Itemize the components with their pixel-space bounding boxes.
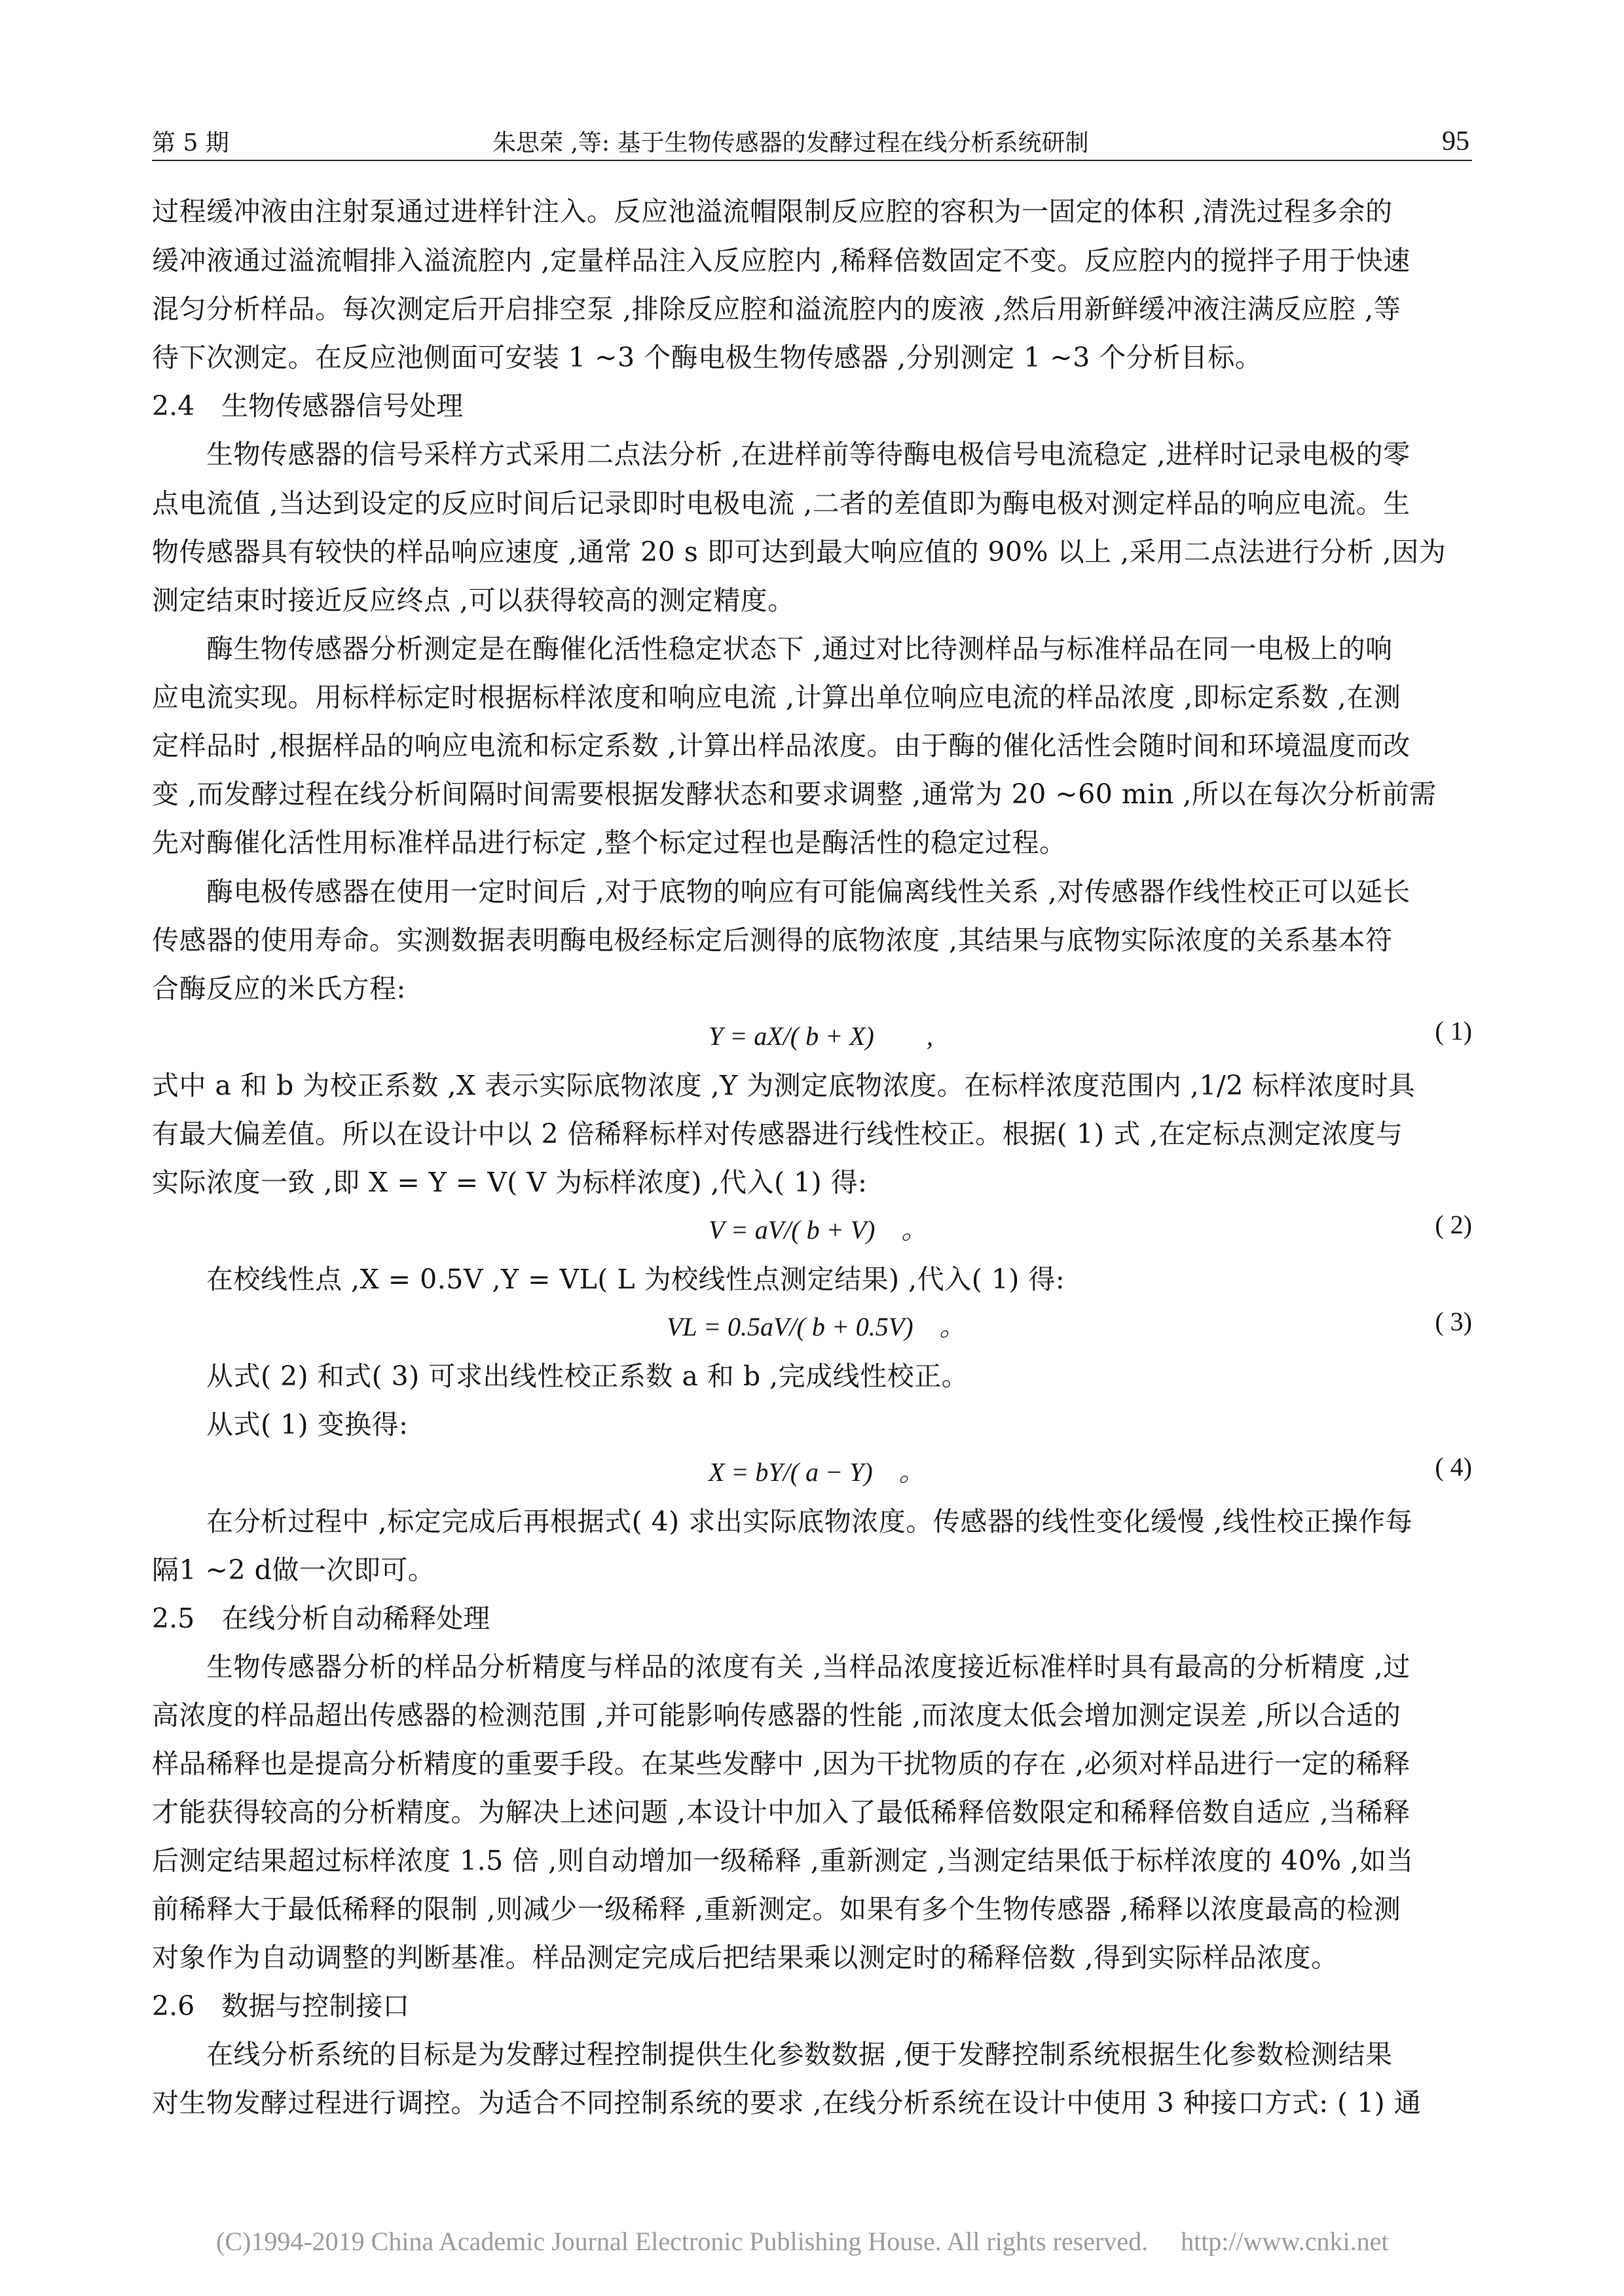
text-line: 前稀释大于最低稀释的限制 ,则减少一级稀释 ,重新测定。如果有多个生物传感器 ,稀释以浓度最高的检测 — [152, 1893, 1401, 1925]
text-line: 点电流值 ,当达到设定的反应时间后记录即时电极电流 ,二者的差值即为酶电极对测定样品的响应电流。生 — [152, 488, 1411, 519]
text-line: 生物传感器的信号采样方式采用二点法分析 ,在进样前等待酶电极信号电流稳定 ,进样时记录电极的零 — [152, 439, 1411, 470]
text-line: 物传感器具有较快的样品响应速度 ,通常 20 s 即可达到最大响应值的 90% 以上 ,采用二点法进行分析 ,因为 — [152, 536, 1447, 568]
equation-3: VL = 0.5aV/( b + 0.5V) 。 — [667, 1312, 966, 1341]
copyright-text: (C)1994-2019 China Academic Journal Electronic Publishing House. All rights reserved. — [216, 2227, 1149, 2256]
text-line: 实际浓度一致 ,即 X = Y = V( V 为标样浓度) ,代入( 1) 得: — [152, 1167, 868, 1198]
text-line: 隔1 ~2 d做一次即可。 — [152, 1554, 435, 1586]
equation-4: X = bY/( a − Y) 。 — [709, 1457, 925, 1487]
text-line: 变 ,而发酵过程在线分析间隔时间需要根据发酵状态和要求调整 ,通常为 20 ~60 min ,所以在每次分析前需 — [152, 778, 1437, 810]
text-line: 生物传感器分析的样品分析精度与样品的浓度有关 ,当样品浓度接近标准样时具有最高的分析精度 ,过 — [152, 1651, 1411, 1683]
text-line: 传感器的使用寿命。实测数据表明酶电极经标定后测得的底物浓度 ,其结果与底物实际浓度的关系基本符 — [152, 924, 1393, 956]
text-line: 式中 a 和 b 为校正系数 ,X 表示实际底物浓度 ,Y 为测定底物浓度。在标样浓度范围内 ,1/2 标样浓度时具 — [152, 1070, 1416, 1101]
text-line: 应电流实现。用标样标定时根据标样浓度和响应电流 ,计算出单位响应电流的样品浓度 ,即标定系数 ,在测 — [152, 682, 1401, 713]
text-line: 对生物发酵过程进行调控。为适合不同控制系统的要求 ,在线分析系统在设计中使用 3 种接口方式: ( 1) 通 — [152, 2087, 1422, 2119]
text-line: 先对酶催化活性用标准样品进行标定 ,整个标定过程也是酶活性的稳定过程。 — [152, 827, 1067, 858]
equation-number-4: ( 4) — [1435, 1452, 1472, 1482]
section-heading-2-4: 2.4 生物传感器信号处理 — [152, 390, 464, 422]
text-line: 从式( 1) 变换得: — [152, 1409, 409, 1440]
text-line: 有最大偏差值。所以在设计中以 2 倍稀释标样对传感器进行线性校正。根据( 1) 式 ,在定标点测定浓度与 — [152, 1118, 1403, 1150]
text-line: 高浓度的样品超出传感器的检测范围 ,并可能影响传感器的性能 ,而浓度太低会增加测定误差 ,所以合适的 — [152, 1700, 1401, 1731]
text-line: 缓冲液通过溢流帽排入溢流腔内 ,定量样品注入反应腔内 ,稀释倍数固定不变。反应腔内的搅拌子用于快速 — [152, 245, 1411, 276]
running-title: 朱思荣 ,等: 基于生物传感器的发酵过程在线分析系统研制 — [492, 130, 1089, 156]
text-line: 酶生物传感器分析测定是在酶催化活性稳定状态下 ,通过对比待测样品与标准样品在同一电极上的响 — [152, 633, 1393, 665]
text-line: 定样品时 ,根据样品的响应电流和标定系数 ,计算出样品浓度。由于酶的催化活性会随时间和环境温度而改 — [152, 730, 1411, 761]
text-line: 过程缓冲液由注射泵通过进样针注入。反应池溢流帽限制反应腔的容积为一固定的体积 ,清洗过程多余的 — [152, 196, 1393, 227]
section-heading-2-6: 2.6 数据与控制接口 — [152, 1990, 410, 2022]
text-line: 从式( 2) 和式( 3) 可求出线性校正系数 a 和 b ,完成线性校正。 — [152, 1360, 969, 1392]
header-rule — [152, 160, 1472, 161]
copyright-footer — [216, 2226, 1388, 2257]
equation-1: Y = aX/( b + X) , — [709, 1021, 933, 1051]
page-number: 95 — [1442, 126, 1469, 156]
equation-number-3: ( 3) — [1435, 1307, 1472, 1336]
text-line: 才能获得较高的分析精度。为解决上述问题 ,本设计中加入了最低稀释倍数限定和稀释倍数自适应 ,当稀释 — [152, 1796, 1411, 1828]
text-line: 混匀分析样品。每次测定后开启排空泵 ,排除反应腔和溢流腔内的废液 ,然后用新鲜缓冲液注满反应腔 ,等 — [152, 293, 1401, 325]
section-heading-2-5: 2.5 在线分析自动稀释处理 — [152, 1603, 490, 1634]
text-line: 酶电极传感器在使用一定时间后 ,对于底物的响应有可能偏离线性关系 ,对传感器作线性校正可以延长 — [152, 876, 1411, 907]
text-line: 后测定结果超过标样浓度 1.5 倍 ,则自动增加一级稀释 ,重新测定 ,当测定结果低于标样浓度的 40% ,如当 — [152, 1845, 1414, 1876]
cnki-url: http://www.cnki.net — [1181, 2227, 1389, 2256]
equation-number-1: ( 1) — [1435, 1016, 1472, 1046]
text-line: 在分析过程中 ,标定完成后再根据式( 4) 求出实际底物浓度。传感器的线性变化缓慢 ,线性校正操作每 — [152, 1506, 1413, 1537]
equation-2: V = aV/( b + V) 。 — [709, 1215, 928, 1245]
text-line: 测定结束时接近反应终点 ,可以获得较高的测定精度。 — [152, 585, 795, 616]
text-line: 待下次测定。在反应池侧面可安装 1 ~3 个酶电极生物传感器 ,分别测定 1 ~3 个分析目标。 — [152, 342, 1263, 373]
equation-number-2: ( 2) — [1435, 1210, 1472, 1239]
text-line: 在校线性点 ,X = 0.5V ,Y = VL( L 为校线性点测定结果) ,代入( 1) 得: — [152, 1264, 1065, 1295]
running-header — [152, 119, 1472, 158]
text-line: 在线分析系统的目标是为发酵过程控制提供生化参数数据 ,便于发酵控制系统根据生化参数检测结果 — [152, 2039, 1393, 2070]
issue-number: 第 5 期 — [152, 130, 229, 156]
text-line: 对象作为自动调整的判断基准。样品测定完成后把结果乘以测定时的稀释倍数 ,得到实际样品浓度。 — [152, 1942, 1338, 1973]
text-line: 合酶反应的米氏方程: — [152, 973, 406, 1004]
text-line: 样品稀释也是提高分析精度的重要手段。在某些发酵中 ,因为干扰物质的存在 ,必须对样品进行一定的稀释 — [152, 1748, 1411, 1779]
